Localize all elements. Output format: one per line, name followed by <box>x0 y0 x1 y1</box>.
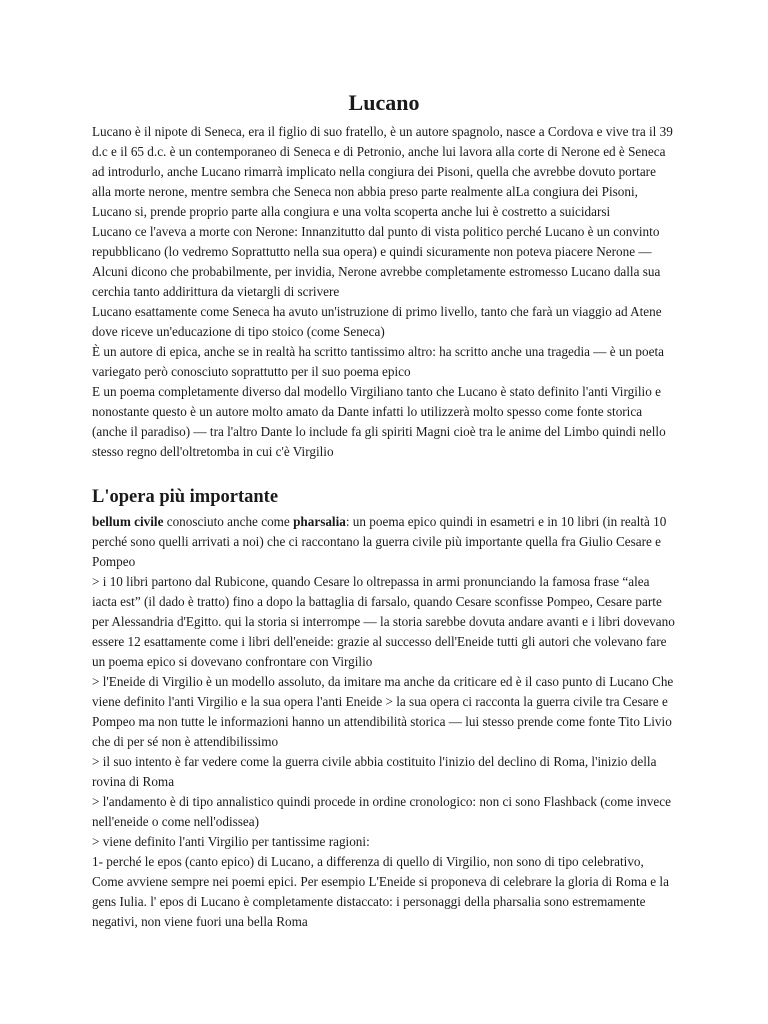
opera-intro-text: : un poema epico quindi in esametri e in 10 libri (in realtà 10 perché sono quelli arrivati a noi) che ci raccontano la guerra civile più importante quella fra Giulio Cesare e Pompeo <box>92 514 667 569</box>
intro-paragraph: È un autore di epica, anche se in realtà ha scritto tantissimo altro: ha scritto anche una tragedia — è un poeta variegato però conosciuto soprattutto per il suo poema epico <box>92 344 664 379</box>
section-heading: L'opera più importante <box>92 487 279 507</box>
opera-intro-paragraph <box>92 512 676 572</box>
section-paragraph: > l'andamento è di tipo annalistico quindi procede in ordine cronologico: non ci sono Flashback (come invece nell'eneide o come nell'odissea) <box>92 794 671 829</box>
intro-paragraph: E un poema completamente diverso dal modello Virgiliano tanto che Lucano è stato definito l'anti Virgilio e nonostante questo è un autore molto amato da Dante infatti lo utilizzerà molto spesso come fonte storica (anche il paradiso) — tra l'altro Dante lo include fa gli spiriti Magni cioè tra le anime del Limbo quindi nello stesso regno dell'oltretomba in cui c'è Virgilio <box>92 384 666 459</box>
term-pharsalia: pharsalia <box>293 514 346 529</box>
section-paragraph: 1- perché le epos (canto epico) di Lucano, a differenza di quello di Virgilio, non sono di tipo celebrativo, Come avviene sempre nei poemi epici. Per esempio L'Eneide si proponeva di celebrare la gloria di Roma e la gens Iulia. l' epos di Lucano è completamente distaccato: i personaggi della pharsalia sono estremamente negativi, non viene fuori una bella Roma <box>92 854 669 929</box>
section-paragraph: > i 10 libri partono dal Rubicone, quando Cesare lo oltrepassa in armi pronunciando la famosa frase “alea iacta est” (il dado è tratto) fino a dopo la battaglia di farsalo, quando Cesare sconfisse Pompeo, Cesare parte per Alessandria d'Egitto. qui la storia si interrompe — la storia sarebbe dovuta andare avanti e i libri dovevano essere 12 esattamente come i libri dell'eneide: grazie al successo dell'Eneide tutti gli autori che volevano fare un poema epico si dovevano confrontare con Virgilio <box>92 574 675 669</box>
section-paragraph: > viene definito l'anti Virgilio per tantissime ragioni: <box>92 834 370 849</box>
page-title: Lucano <box>348 90 420 115</box>
opera-intro-text: conosciuto anche come <box>163 514 294 529</box>
term-bellum-civile: bellum civile <box>92 514 164 529</box>
intro-paragraph: Lucano è il nipote di Seneca, era il figlio di suo fratello, è un autore spagnolo, nasce a Cordova e vive tra il 39 d.c e il 65 d.c. è un contemporaneo di Seneca e di Petronio, anche lui lavora alla corte di Nerone ed è Seneca ad introdurlo, anche Lucano rimarrà implicato nella congiura dei Pisoni, quella che avrebbe dovuto portare alla morte nerone, mentre sembra che Seneca non abbia preso parte realmente alLa congiura dei Pisoni, Lucano si, prende proprio parte alla congiura e una volta scoperta anche lui è costretto a suicidarsi <box>92 124 673 219</box>
intro-paragraph: Lucano esattamente come Seneca ha avuto un'istruzione di primo livello, tanto che farà un viaggio ad Atene dove riceve un'educazione di tipo stoico (come Seneca) <box>92 304 662 339</box>
section-paragraph: > il suo intento è far vedere come la guerra civile abbia costituito l'inizio del declino di Roma, l'inizio della rovina di Roma <box>92 754 657 789</box>
section-paragraph: > l'Eneide di Virgilio è un modello assoluto, da imitare ma anche da criticare ed è il caso punto di Lucano Che viene definito l'anti Virgilio e la sua opera l'anti Eneide > la sua opera ci racconta la guerra civile tra Cesare e Pompeo ma non tutte le informazioni hanno un attendibilità storica — lui stesso prende come fonte Tito Livio che di per sé non è attendibilissimo <box>92 674 674 749</box>
intro-paragraph: Lucano ce l'aveva a morte con Nerone: Innanzitutto dal punto di vista politico perché Lucano è un convinto repubblicano (lo vedremo Soprattutto nella sua opera) e quindi sicuramente non poteva piacere Nerone — Alcuni dicono che probabilmente, per invidia, Nerone avrebbe completamente estromesso Lucano dalla sua cerchia tanto addirittura da vietargli di scrivere <box>92 224 661 299</box>
